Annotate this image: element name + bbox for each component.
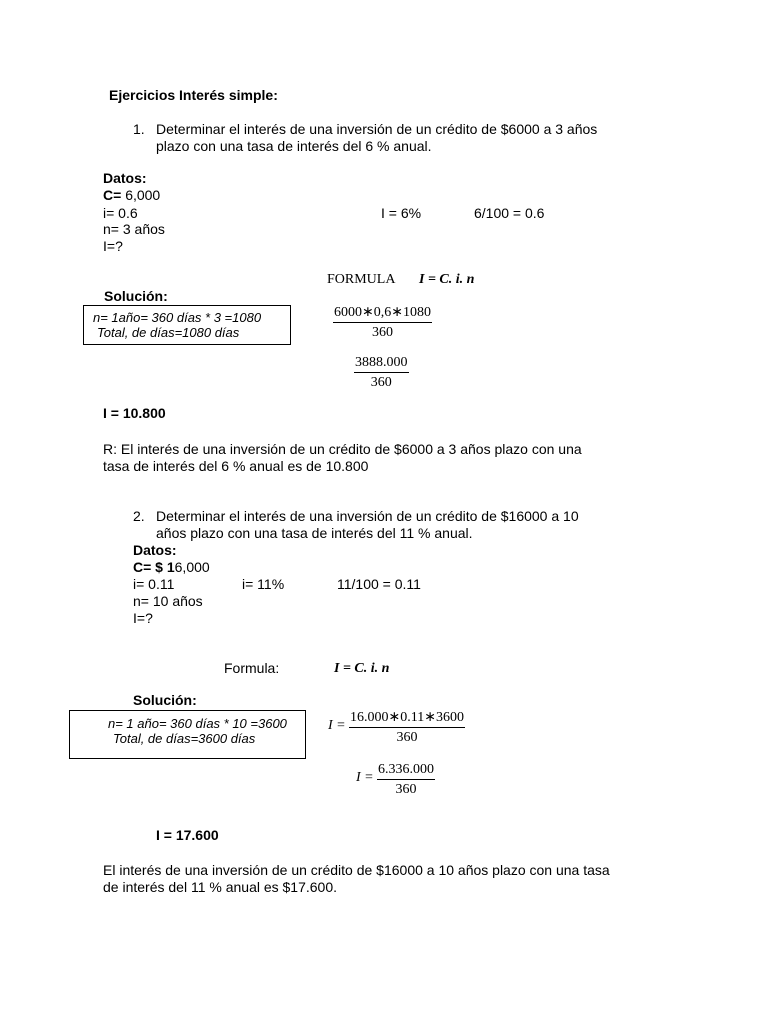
exercise-2-capital [133, 559, 210, 576]
exercise-1-statement-line2: plazo con una tasa de interés del 6 % anual. [156, 138, 432, 154]
exercise-1-formula-label: FORMULA [327, 272, 396, 287]
exercise-1-datos-label: Datos: [103, 170, 147, 186]
exercise-2-fraction-1-denominator: 360 [396, 730, 418, 745]
exercise-1-periods: n= 3 años [103, 221, 165, 237]
exercise-2-fraction-2 [377, 761, 435, 798]
exercise-1-solucion-label: Solución: [104, 288, 168, 304]
exercise-1-capital [103, 187, 160, 204]
exercise-1-formula: I = C. i. n [419, 272, 475, 287]
exercise-1-rate-percent: I = 6% [381, 205, 422, 221]
exercise-1-fraction-1-denominator: 360 [371, 325, 393, 340]
exercise-2-capital-value: 6,000 [174, 559, 210, 575]
exercise-2-box-line1: n= 1 año= 360 días * 10 =3600 [108, 716, 287, 731]
exercise-1-answer-line2: tasa de interés del 6 % anual es de 10.800 [103, 458, 369, 474]
exercise-1-box-line2: Total, de días=1080 días [97, 325, 240, 340]
exercise-1-rate-conversion: 6/100 = 0.6 [474, 205, 545, 221]
exercise-2-fraction-1 [349, 709, 465, 746]
exercise-2-datos-label: Datos: [133, 542, 177, 558]
exercise-1-answer-line1: R: El interés de una inversión de un crédito de $6000 a 3 años plazo con una [103, 441, 582, 457]
exercise-2-statement-line1: Determinar el interés de una inversión de un crédito de $16000 a 10 [156, 508, 579, 524]
exercise-1-rate: i= 0.6 [103, 205, 138, 221]
exercise-2-solucion-label: Solución: [133, 692, 197, 708]
exercise-2-unknown: I=? [133, 610, 153, 626]
page-title: Ejercicios Interés simple: [109, 87, 278, 103]
exercise-2-formula-label: Formula: [224, 660, 280, 676]
exercise-2-result: I = 17.600 [156, 827, 219, 843]
exercise-2-fraction-2-numerator: 6.336.000 [377, 761, 435, 780]
exercise-1-capital-value: 6,000 [125, 187, 161, 203]
exercise-2-rate-percent: i= 11% [242, 576, 285, 592]
exercise-2-answer-line1: El interés de una inversión de un crédito de $16000 a 10 años plazo con una tasa [103, 862, 610, 878]
exercise-2-number: 2. [133, 508, 145, 524]
exercise-2-fraction-1-numerator: 16.000∗0.11∗3600 [349, 709, 465, 728]
exercise-1-capital-label: C= [103, 187, 122, 203]
exercise-1-fraction-2 [354, 354, 409, 391]
exercise-2-box-line2: Total, de días=3600 días [113, 731, 256, 746]
exercise-2-formula: I = C. i. n [334, 661, 390, 676]
exercise-2-rate-conversion: 11/100 = 0.11 [337, 576, 421, 592]
exercise-1-statement-line1: Determinar el interés de una inversión de un crédito de $6000 a 3 años [156, 121, 598, 137]
exercise-1-fraction-1-numerator: 6000∗0,6∗1080 [333, 304, 432, 323]
exercise-1-number: 1. [133, 121, 145, 137]
exercise-2-periods: n= 10 años [133, 593, 203, 609]
exercise-2-rate: i= 0.11 [133, 576, 175, 592]
exercise-2-fraction-2-denominator: 360 [395, 782, 417, 797]
exercise-1-fraction-1 [333, 304, 432, 341]
exercise-2-capital-label: C= $ 1 [133, 559, 175, 575]
exercise-2-solution-box [69, 710, 306, 759]
exercise-1-solution-box [83, 305, 291, 345]
exercise-1-fraction-2-numerator: 3888.000 [354, 354, 409, 373]
exercise-2-answer-line2: de interés del 11 % anual es $17.600. [103, 879, 338, 895]
exercise-1-unknown: I=? [103, 238, 123, 254]
exercise-2-statement-line2: años plazo con una tasa de interés del 11 % anual. [156, 525, 473, 541]
exercise-1-box-line1: n= 1año= 360 días * 3 =1080 [93, 310, 262, 325]
exercise-1-result: I = 10.800 [103, 405, 166, 421]
exercise-1-fraction-2-denominator: 360 [370, 375, 392, 390]
exercise-2-fraction-1-prefix: I = [328, 718, 346, 733]
exercise-2-fraction-2-prefix: I = [356, 770, 374, 785]
